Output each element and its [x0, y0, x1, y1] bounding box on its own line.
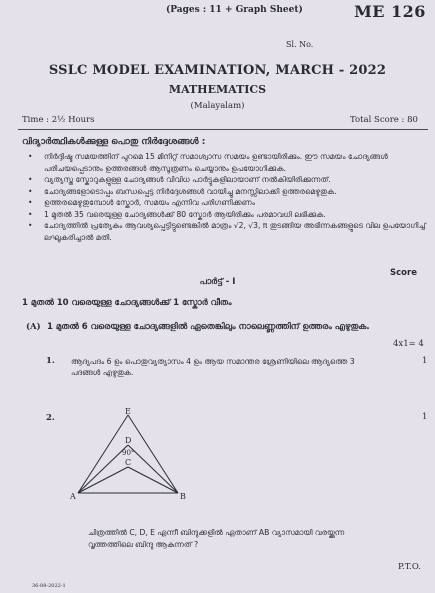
section-a-label: (A): [26, 322, 41, 332]
point-label: E: [125, 407, 131, 416]
point-label: C: [125, 458, 132, 467]
angle-label: 90°: [122, 449, 135, 457]
triangle-figure: [70, 405, 200, 500]
instruction-item: • ചോദ്യത്തിൽ പ്രത്യേകം ആവശ്യപ്പെട്ടിട്ടുണ്ടെങ്കിൽ മാത്രം √2, √3, π തുടങ്ങിയ അഭിന്നകങ്ങളുടെ വില ഉപയോഗിച്ച് ലഘൂകരിച്ചാൽ മതി.: [28, 221, 426, 242]
score-column-label: Score: [390, 268, 417, 278]
segment-bc: [128, 467, 178, 493]
exam-title: SSLC MODEL EXAMINATION, MARCH - 2022: [48, 63, 387, 78]
instructions-heading: വിദ്യാർത്ഥികൾക്കുള്ള പൊതു നിർദ്ദേശങ്ങൾ :: [22, 137, 206, 147]
bullet-icon: •: [28, 186, 33, 196]
serial-number-label: Sl. No.: [286, 40, 314, 49]
footer-code: 36-88-2022-1: [32, 583, 66, 589]
page-count: (Pages : 11 + Graph Sheet): [166, 5, 303, 15]
instruction-item: • ചോദ്യങ്ങളോടൊപ്പം ബന്ധപ്പെട്ട നിർദ്ദേശങ്ങൾ വായിച്ചു മനസ്സിലാക്കി ഉത്തരമെഴുതുക.: [28, 186, 337, 196]
bullet-icon: •: [28, 209, 33, 219]
segment-be: [128, 415, 178, 493]
bullet-icon: •: [28, 175, 33, 184]
section-a-marks: 4x1= 4: [393, 339, 424, 349]
page-turn-label: P.T.O.: [398, 562, 421, 572]
question-number: 1.: [46, 356, 55, 366]
paper-code: ME 126: [354, 2, 426, 21]
segment-ae: [78, 415, 128, 493]
part-heading: പാർട്ട് - I: [199, 277, 236, 287]
question-text: ആദ്യപദം 6 ഉം പൊതുവ്യത്യാസം 4 ഉം ആയ സമാന്തര ശ്രേണിയിലെ ആദ്യത്തെ 3 പദങ്ങൾ എഴുതുക.: [71, 357, 355, 377]
bullet-icon: •: [28, 198, 33, 207]
segment-ac: [78, 467, 128, 493]
section-intro: 1 മുതൽ 10 വരെയുള്ള ചോദ്യങ്ങൾക്ക് 1 സ്കോർ വീതം: [22, 298, 232, 308]
segment-ad: [78, 445, 128, 493]
bullet-icon: •: [28, 221, 33, 230]
instruction-item: • നിർദ്ദിഷ്ട സമയത്തിന് പുറമെ 15 മിനിറ്റ് സമാശ്വാസ സമയം ഉണ്ടായിരിക്കും. ഈ സമയം ചോദ്യങ്ങൾ പരിചയപ്പെടാനും ഉത്തരങ്ങൾ ആസൂത്രണം ചെയ്യാനും ഉപയോഗിക്കുക.: [28, 152, 388, 173]
instruction-item: • 1 മുതൽ 35 വരെയുള്ള ചോദ്യങ്ങൾക്ക് 80 സ്കോർ ആയിരിക്കും പരമാവധി ലഭിക്കുക.: [28, 209, 326, 219]
total-score-label: Total Score : 80: [350, 115, 418, 125]
subject-title: MATHEMATICS: [168, 83, 267, 96]
time-label: Time : 2½ Hours: [22, 115, 95, 125]
question-number: 2.: [46, 413, 55, 423]
instructions-list: [26, 151, 426, 243]
question-score: 1: [422, 356, 428, 366]
point-label: A: [70, 492, 76, 500]
instruction-item: • ഉത്തരമെഴുതുമ്പോൾ സ്കോർ, സമയം എന്നിവ പരിഗണിക്കണം: [28, 198, 255, 207]
question-text: ചിത്രത്തിൽ C, D, E എന്നീ ബിന്ദുക്കളിൽ ഏതാണ് AB വ്യാസമായി വരയ്ക്കുന്ന വൃത്തത്തിലെ ബിന്ദു ആകുന്നത് ?: [88, 528, 345, 549]
section-a-instruction: 1 മുതൽ 6 വരെയുള്ള ചോദ്യങ്ങളിൽ ഏതെങ്കിലും നാലെണ്ണത്തിന് ഉത്തരം എഴുതുക.: [47, 322, 370, 332]
bullet-icon: •: [28, 152, 33, 161]
segment-bd: [128, 445, 178, 493]
point-label: B: [180, 492, 186, 500]
question-score: 1: [422, 412, 428, 422]
header-divider: [18, 129, 428, 130]
point-label: D: [125, 436, 132, 445]
language-label: (Malayalam): [190, 101, 245, 111]
instruction-item: • വ്യത്യസ്ത സ്കോറുകളുള്ള ചോദ്യങ്ങൾ വിവിധ പാർട്ടുകളിലായാണ് നൽകിയിരിക്കുന്നത്.: [28, 175, 331, 184]
